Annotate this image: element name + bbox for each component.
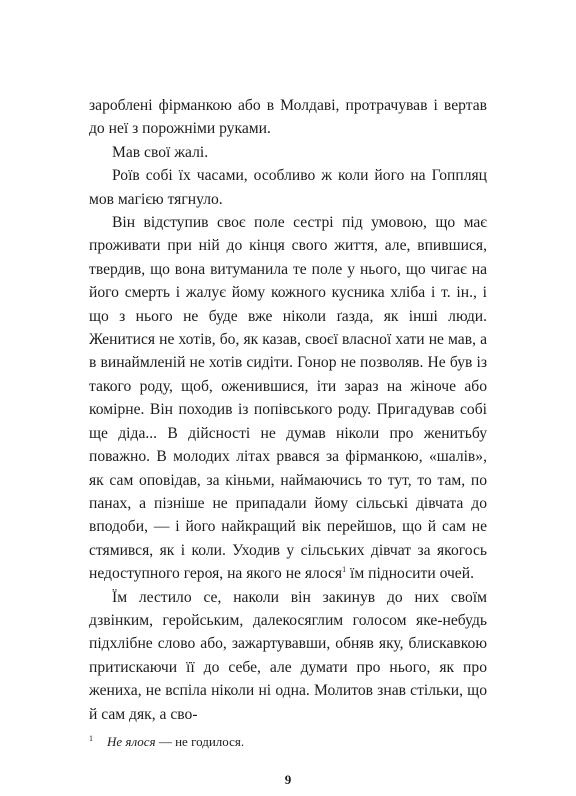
paragraph-4 — [89, 211, 487, 586]
footnote-term: Не ялося — [107, 734, 156, 749]
footnote-marker: 1 — [89, 733, 93, 743]
paragraph-4-text: Вiн вiдступив своє поле сестрi пiд умовою, що має проживати при нiй до кiнця свого життя, але, впившися, твердив, що вона витуманила те поле у нього, що чигає на його смерть i жалує йому кожного кусника хлiба i т. iн., i що з нього не буде вже нiколи ґазда, як iншi люди. Женитися не хотiв, бо, як казав, своєї власної хати не мав, а в винаймленiй не хотiв сидiти. Гонор не позволяв. Не був iз такого роду, щоб, оженившися, iти зараз на жiноче або комiрне. Вiн походив iз попiвського роду. Пригадував собi ще дiда... В дiйсностi не думав нiколи про женитьбу поважно. В молодих лiтах рвався за фiрманкою, «шалiв», як сам оповiдав, за кiньми, наймаючись то тут, то там, по панах, а пiзнiше не припадали йому сiльськi дiвчата до вподоби, — i його найкращий вiк перейшов, що й сам не стямився, як i коли. Уходив у сiльських дiвчат за якогось недоступного героя, на якого не ялося — [89, 214, 487, 583]
body-text — [89, 94, 487, 726]
footnote-definition: — не годилося. — [155, 734, 245, 749]
paragraph-3: Роїв собi їх часами, особливо ж коли його на Гоппляц мов магiєю тягнуло. — [89, 167, 487, 208]
paragraph-4-tail: їм пiдносити очей. — [350, 565, 474, 583]
footnote-reference[interactable]: 1 — [342, 564, 347, 574]
paragraph-5: Їм лестило се, наколи вiн закинув до них своїм дзвiнким, геройським, далекосяглим голосом яке-небудь пiдхлiбне слово або, зажартувавши, обняв яку, блискавкою притискаючи її до себе, але думати про нього, як про жениха, не вспiла нiколи нi одна. Молитов знав стiльки, що й сам дяк, а сво- — [89, 588, 487, 723]
footnote — [89, 733, 487, 751]
paragraph-2: Мав свої жалi. — [112, 143, 209, 161]
page-number: 9 — [284, 772, 292, 787]
paragraph-1: заробленi фiрманкою або в Молдавi, протрачував i вертав до неї з порожнiми руками. — [89, 97, 487, 138]
